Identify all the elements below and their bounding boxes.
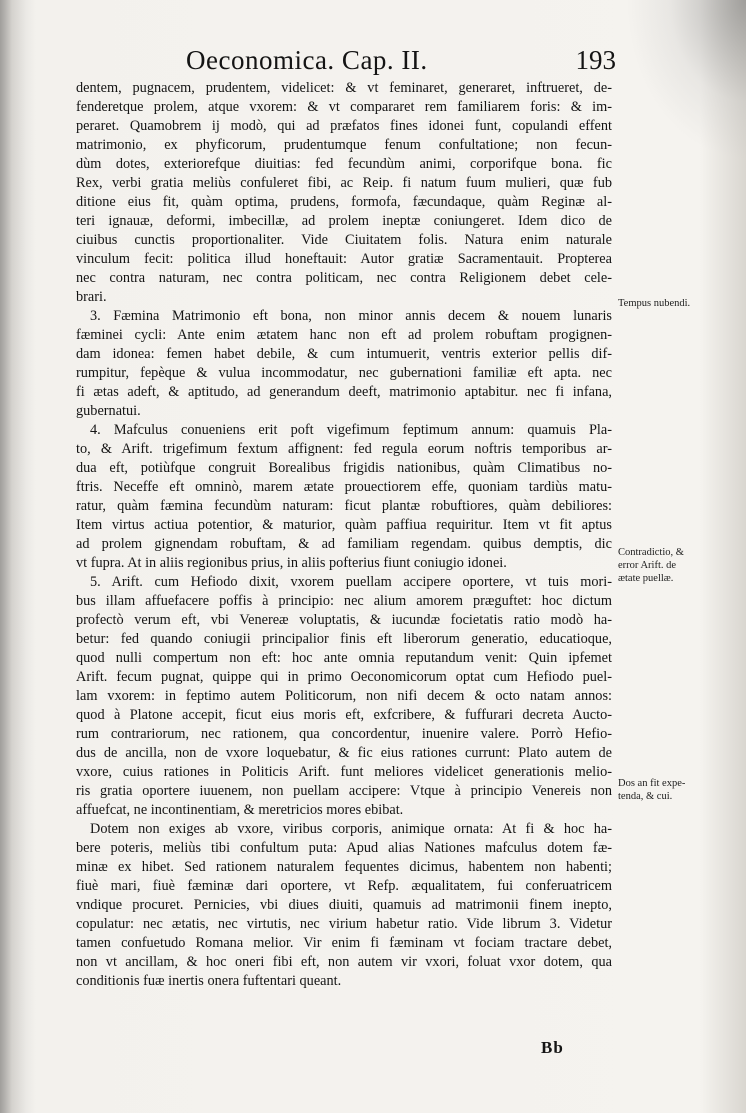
text-line: brari. bbox=[76, 289, 107, 305]
text-line: dùm dotes, exteriorefque diuitias: fed fecundùm animi, corporifque bona. fic bbox=[76, 156, 612, 172]
text-line: vxore, cuius rationes in Politicis Arift. funt meliores videlicet generationis melio- bbox=[76, 764, 612, 780]
text-line: conditionis fuæ inertis onera fuftentari queant. bbox=[76, 973, 342, 989]
text-line: lam vxorem: in feptimo autem Politicorum, non nifi decem & octo natam annos: bbox=[76, 688, 612, 704]
margin-note-line: ætate puellæ. bbox=[618, 573, 674, 584]
paragraph-4-start: 4. Mafculus conueniens erit poft vigefimum feptimum annum: quamuis Pla- bbox=[90, 422, 612, 438]
page-number: 193 bbox=[575, 45, 616, 75]
text-line: nec contra naturam, nec contra politicam, nec contra Religionem debet cele- bbox=[76, 270, 612, 286]
text-line: to, & Arift. trigefimum fextum affignent: fed regula eorum noftris temporibus ar- bbox=[76, 441, 612, 457]
margin-note-line: tenda, & cui. bbox=[618, 791, 673, 802]
margin-note-line: Contradictio, & bbox=[618, 547, 684, 558]
text-line: fi ætas adeft, & aptitudo, ad generandum deeft, matrimonio aptabitur. nec fi infana, bbox=[76, 384, 612, 400]
text-line: ad prolem gignendam robuftam, & ad familiam regendam. quibus demptis, dic bbox=[76, 536, 612, 552]
text-line: dam idonea: femen habet debile, & cum intumuerit, ventris exterior pellis dif- bbox=[76, 346, 612, 362]
margin-note-contradictio bbox=[618, 546, 742, 585]
text-line: bere poteris, meliùs tibi confultum puta: Apud alias Nationes mafculus dotem fæ- bbox=[76, 840, 612, 856]
text-line: rum contrariorum, nec rationem, qua concordentur, inuenire valere. Porrò Hefio- bbox=[76, 726, 612, 742]
text-line: vndique procuret. Pernicies, vbi diues diuiti, quamuis ad matrimonii finem inepto, bbox=[76, 897, 612, 913]
text-line: matrimonio, ex phyficorum, prudentumque fenum confultatione; non fecun- bbox=[76, 137, 612, 153]
text-line: ciuibus cunctis proportionaliter. Vide Ciuitatem folis. Natura enim naturale bbox=[76, 232, 612, 248]
signature-mark: Bb bbox=[541, 1038, 564, 1057]
paragraph-5-start: 5. Arift. cum Hefiodo dixit, vxorem puellam accipere oportere, vt tuis mori- bbox=[90, 574, 612, 590]
text-line: affuefcat, ne incontinentiam, & meretricios mores ebibat. bbox=[76, 802, 404, 818]
main-text-block bbox=[76, 79, 612, 991]
text-line: minæ ex hibet. Sed rationem naturalem fequentes dicimus, habentem non habenti; bbox=[76, 859, 612, 875]
text-line: fiuè mari, fiuè fæminæ dari oportere, vt Refp. æqualitatem, fui conferuatricem bbox=[76, 878, 612, 894]
text-line: Rex, verbi gratia meliùs confuleret fibi, ac Reip. fi natum fuum mulieri, quæ fub bbox=[76, 175, 612, 191]
margin-note-line: error Arift. de bbox=[618, 560, 677, 571]
text-line: tamen confuetudo Romana melior. Vir enim fi fæminam vt fociam tractare debet, bbox=[76, 935, 612, 951]
text-line: teri ignauæ, deformi, imbecillæ, ad prolem ineptæ coniungeret. Idem dico de bbox=[76, 213, 612, 229]
text-line: vt fupra. At in aliis regionibus prius, in aliis pofterius fiunt coniugio idonei. bbox=[76, 555, 507, 571]
text-line: gubernatui. bbox=[76, 403, 141, 419]
text-line: vinculum fecit: politica illud honeftauit: Autor gratiæ Sacramentauit. Propterea bbox=[76, 251, 612, 267]
paragraph-3-start: 3. Fæmina Matrimonio eft bona, non minor annis decem & nouem lunaris bbox=[90, 308, 612, 324]
text-line: non vt ancillam, & hoc oneri fibi eft, non autem vir vxori, foluat vxor dotem, qua bbox=[76, 954, 612, 970]
margin-note-line: Tempus nubendi. bbox=[618, 298, 691, 309]
text-line: ris gratia oportere iuuenem, non puellam accipere: Vtque à principio Venereis non bbox=[76, 783, 612, 799]
running-head-title: Oeconomica. Cap. II. bbox=[186, 45, 428, 75]
text-line: profectò verum eft, vbi Venereæ voluptatis, & iucundæ focietatis ratio modò ha- bbox=[76, 612, 612, 628]
text-line: ftris. Neceffe eft omninò, marem ætate prouectiorem effe, quoniam tardiùs matu- bbox=[76, 479, 612, 495]
paragraph-dowry-start: Dotem non exiges ab vxore, viribus corporis, animique ornata: At fi & hoc ha- bbox=[90, 821, 612, 837]
corner-stain bbox=[626, 0, 746, 160]
text-line: ratur, quàm fæmina fecundùm naturam: ficut plantæ robuftiores, quàm debiliores: bbox=[76, 498, 612, 514]
text-line: Item virtus actiua potentior, & maturior, quàm paffiua requiritur. Item vt fit aptus bbox=[76, 517, 612, 533]
text-line: dus de ancilla, non de vxore loquebatur, & fic eius rationes currunt: Plato autem de bbox=[76, 745, 612, 761]
text-line: dentem, pugnacem, prudentem, videlicet: & vt feminaret, generaret, inftrueret, de- bbox=[76, 80, 612, 96]
margin-note-line: Dos an fit expe- bbox=[618, 778, 686, 789]
text-line: betur: fed quando coniugii principalior finis eft liberorum generatio, educatioque, bbox=[76, 631, 612, 647]
text-line: fenderetque prolem, atque vxorem: & vt compararet rem familiarem foris: & im- bbox=[76, 99, 612, 115]
binding-shadow bbox=[0, 0, 36, 1113]
text-line: fæminei cycli: Ante enim ætatem hanc non eft ad prolem robuftam progignen- bbox=[76, 327, 612, 343]
text-line: copulatur: nec ætatis, nec virtutis, nec virium habetur ratio. Vide librum 3. Videtur bbox=[76, 916, 612, 932]
text-line: Arift. fecum pugnat, quippe qui in primo Oeconomicorum optat cum Hefiodo puel- bbox=[76, 669, 612, 685]
margin-note-tempus-nubendi bbox=[618, 297, 742, 310]
text-line: ditione eius fit, quàm optima, prudens, formofa, fæcundaque, quàm Reginæ al- bbox=[76, 194, 612, 210]
text-line: peraret. Quamobrem ij modò, qui ad præfatos fines idonei funt, copulandi effent bbox=[76, 118, 612, 134]
margin-note-dos bbox=[618, 777, 742, 803]
text-line: dua eft, potiùfque congruit Borealibus frigidis nationibus, quàm Climatibus no- bbox=[76, 460, 612, 476]
text-line: bus illam affuefacere poffis à principio: nec alium amorem præguftet: hoc dictum bbox=[76, 593, 612, 609]
text-line: rumpitur, fepèque & vulua incommodatur, nec gubernationi familiæ eft apta. nec bbox=[76, 365, 612, 381]
text-line: quod à Platone accepit, ficut eius moris eft, exfcribere, & fuffurari decreta Aucto- bbox=[76, 707, 612, 723]
text-line: quod nulli compertum non eft: hoc ante omnia reputandum venit: Quin ipfemet bbox=[76, 650, 612, 666]
